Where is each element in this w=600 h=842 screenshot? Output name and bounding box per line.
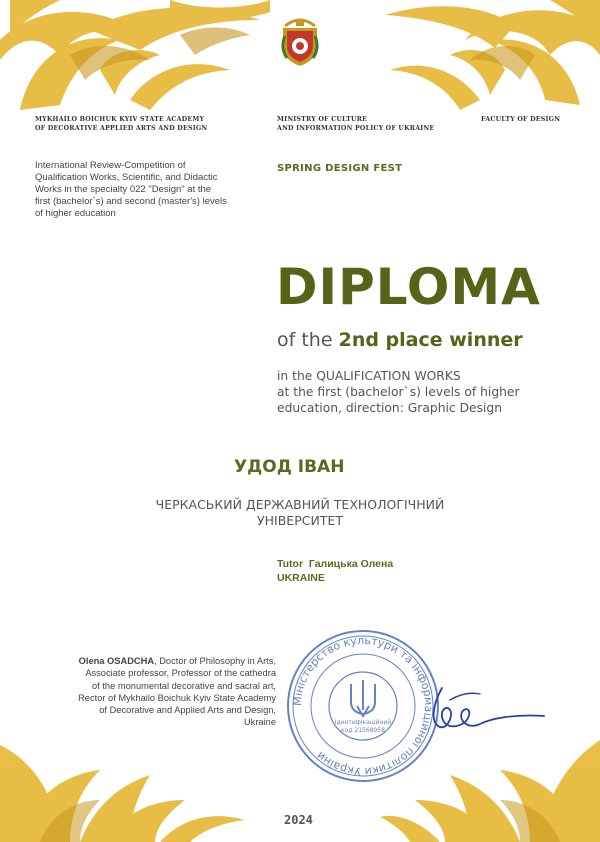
trident-icon [351,680,375,716]
place-line: of the 2nd place winner [277,329,523,351]
diploma-year: 2024 [284,813,313,827]
place-highlight: 2nd place winner [338,329,523,351]
university-name: ЧЕРКАСЬКИЙ ДЕРЖАВНИЙ ТЕХНОЛОГІЧНИЙ УНІВЕРСИТЕТ [155,497,445,529]
coat-of-arms-emblem [277,12,323,68]
rector-info: Olena OSADCHA, Doctor of Philosophy in Arts, Associate professor, Professor of the cathedra of the monumental decorative and sacral art, Rector of Mykhailo Boichuk Kyiv State Academy of Decorative and Applied Arts and Design, Ukraine [78,656,276,728]
competition-description: International Review-Competition of Qualification Works, Scientific, and Didactic Works in the specialty 022 "Design" at the first (bachelor`s) and second (master's) levels of higher education [35,160,227,219]
academy-name: MYKHAILO BOICHUK KYIV STATE ACADEMY OF DECORATIVE APPLIED ARTS AND DESIGN [35,116,208,132]
winner-name: УДОД ІВАН [234,457,345,477]
stamp-center-label: Ідентифікаційний [334,719,392,726]
award-description: in the QUALIFICATION WORKS at the first (bachelor`s) levels of higher education, direction: Graphic Design [277,369,520,415]
top-left-ornament [0,0,270,115]
top-right-ornament [385,0,600,110]
ministry-name: MINISTRY OF CULTURE AND INFORMATION POLICY OF UKRAINE [277,116,435,132]
tutor-info: Tutor Галицька Олена UKRAINE [277,558,394,585]
diploma-title: DIPLOMA [276,258,541,316]
rector-signature [420,680,550,740]
faculty-name: FACULTY OF DESIGN [481,116,561,123]
festival-name: SPRING DESIGN FEST [277,163,403,174]
stamp-code: код 21568958 [341,727,385,734]
stamp-ring-text: Міністерство культури та інформаційної політики України [290,633,436,779]
official-stamp [283,626,443,786]
